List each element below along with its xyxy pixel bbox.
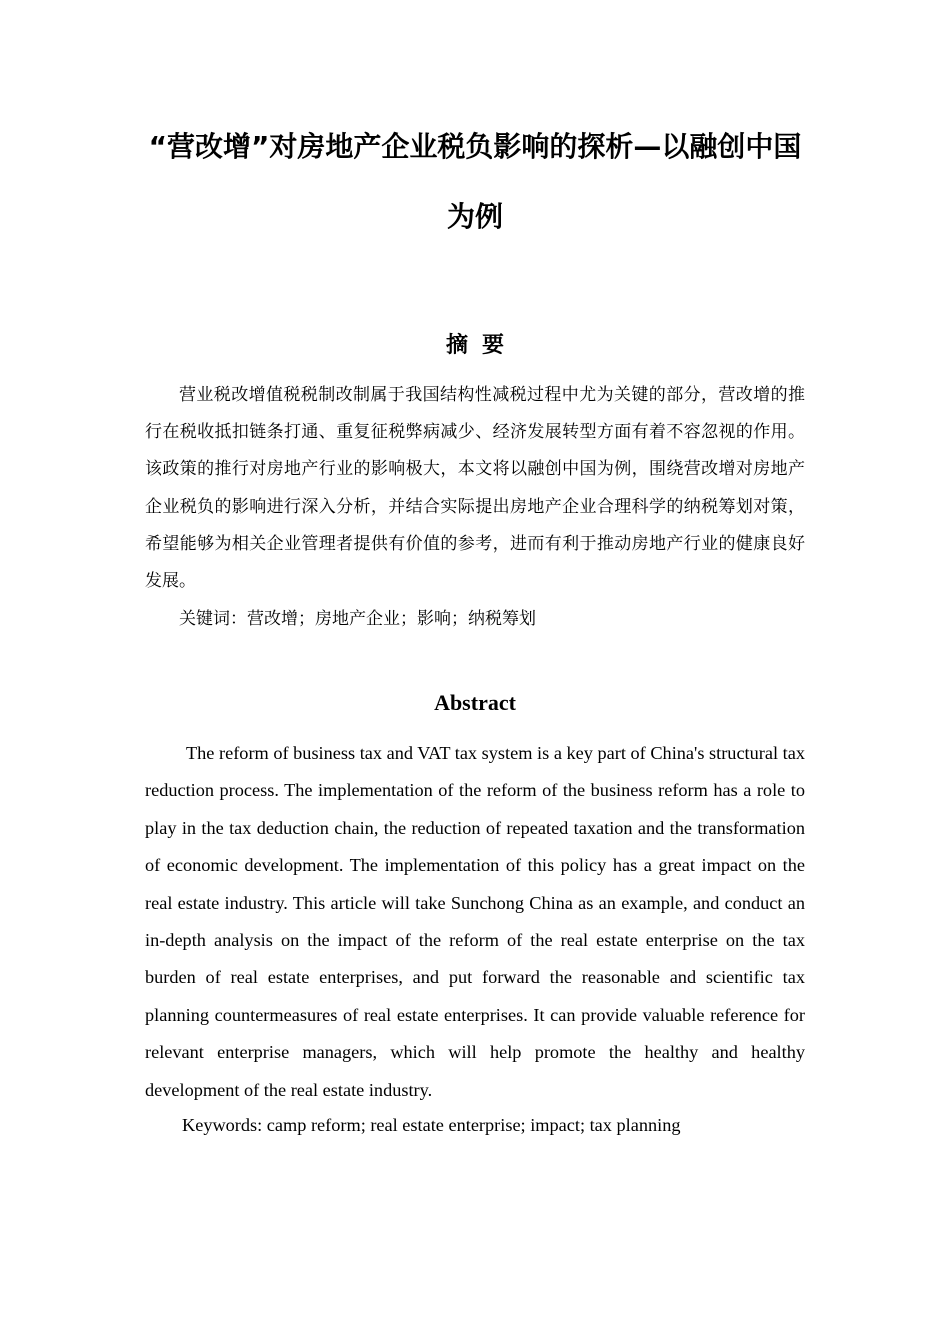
english-keywords: Keywords: camp reform; real estate enterprise; impact; tax planning — [182, 1115, 681, 1135]
chinese-keywords: 关键词：营改增；房地产企业；影响；纳税筹划 — [179, 609, 536, 629]
chinese-abstract-body: 营业税改增值税税制改制属于我国结构性减税过程中尤为关键的部分，营改增的推行在税收抵扣链条打通、重复征税弊病减少、经济发展转型方面有着不容忽视的作用。该政策的推行对房地产行业的影响极大，本文将以融创中国为例，围绕营改增对房地产企业税负的影响进行深入分析，并结合实际提出房地产企业合理科学的纳税筹划对策，希望能够为相关企业管理者提供有价值的参考，进而有利于推动房地产行业的健康良好发展。 — [145, 385, 805, 592]
english-abstract-body: The reform of business tax and VAT tax system is a key part of China's structural tax reduction process. The implementation of the reform of the business reform has a role to play in the tax deduction chain, the reduction of repeated taxation and the transformation of economic development. The implementation of this policy has a great impact on the real estate industry. This article will take Sunchong China as an example, and conduct an in-depth analysis on the impact of the reform of the real estate enterprise on the tax burden of real estate enterprises, and put forward the reasonable and scientific tax planning countermeasures of real estate enterprises. It can provide valuable reference for relevant enterprise managers, which will help promote the healthy and healthy development of the real estate industry. — [145, 743, 805, 1100]
paper-title: “营改增”对房地产企业税负影响的探析—以融创中国为例 — [148, 130, 802, 233]
english-abstract-heading: Abstract — [434, 690, 516, 715]
chinese-abstract-heading: 摘要 — [445, 333, 518, 358]
